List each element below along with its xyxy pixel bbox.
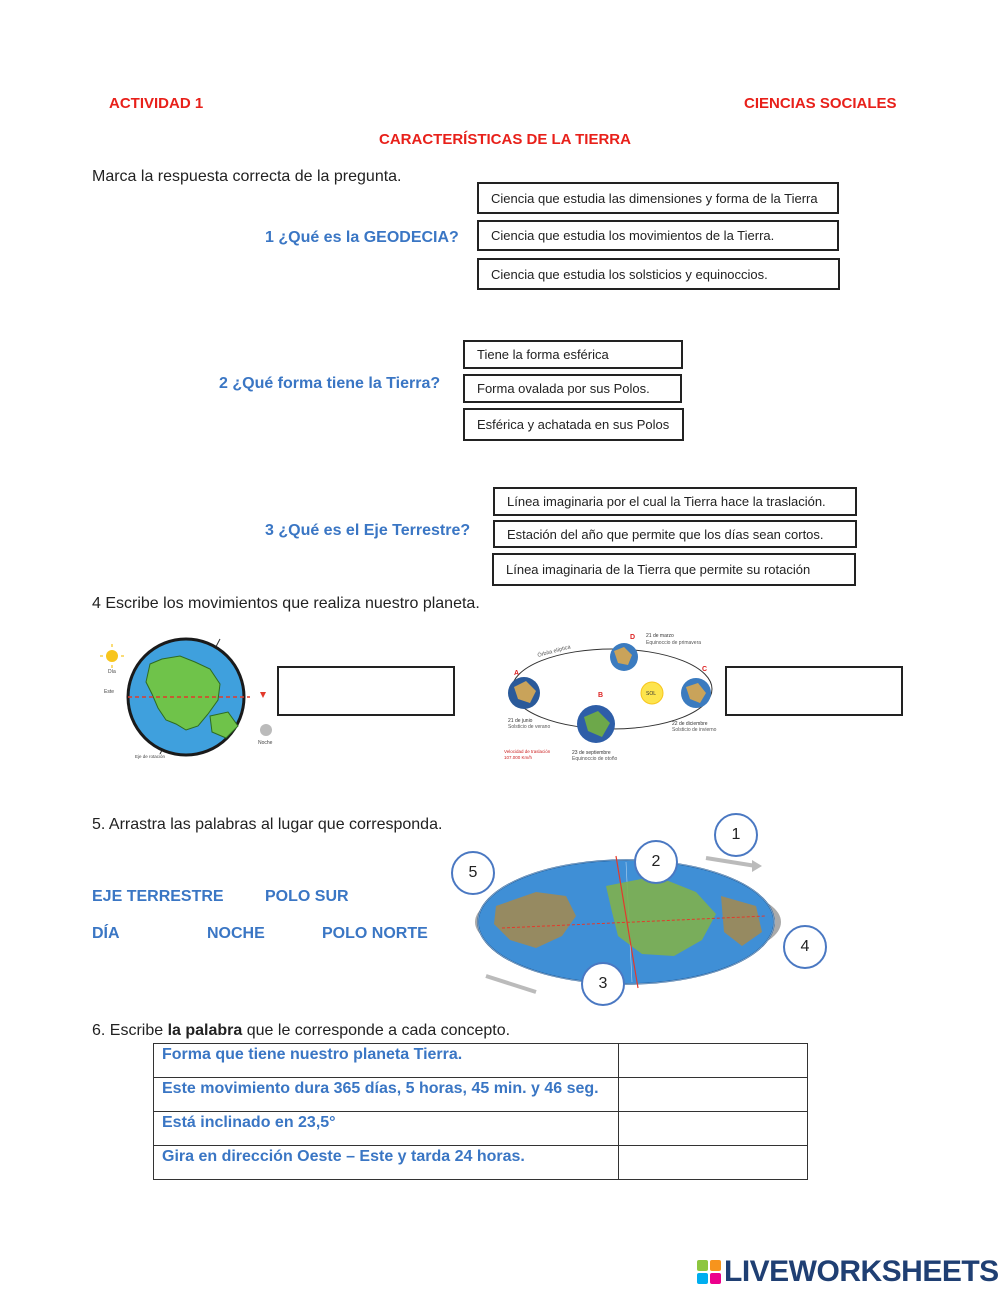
question-2-label: 2 ¿Qué forma tiene la Tierra? (219, 375, 441, 392)
concept-cell: Forma que tiene nuestro planeta Tierra. (154, 1044, 619, 1078)
earth-orbit-image (500, 627, 725, 767)
answer-cell[interactable] (619, 1078, 808, 1112)
q3-option-2[interactable]: Estación del año que permite que los días sean cortos. (493, 520, 857, 548)
c-date: 22 de diciembre (672, 721, 708, 727)
drag-word-eje-terrestre[interactable]: EJE TERRESTRE (92, 888, 224, 905)
q1-option-1[interactable]: Ciencia que estudia las dimensiones y forma de la Tierra (477, 182, 839, 214)
drag-word-dia[interactable]: DÍA (92, 925, 120, 942)
flat-earth-image (466, 836, 786, 1006)
question-3-label: 3 ¿Qué es el Eje Terrestre? (265, 522, 471, 539)
q1-option-2[interactable]: Ciencia que estudia los movimientos de la Tierra. (477, 220, 839, 251)
concept-cell: Este movimiento dura 365 días, 5 horas, 45 min. y 46 seg. (154, 1078, 619, 1112)
q6-text-post: que le corresponde a cada concepto. (242, 1022, 511, 1039)
letter-c: C (702, 666, 708, 673)
arrow-icon (260, 692, 266, 698)
ring-arrow-top (706, 858, 756, 866)
moon-icon (260, 724, 272, 736)
answer-cell[interactable] (619, 1112, 808, 1146)
answer-cell[interactable] (619, 1146, 808, 1180)
table-row (154, 1112, 808, 1146)
c-desc: Solsticio de invierno (672, 727, 717, 733)
a-desc: Solsticio de verano (508, 724, 551, 730)
night-label: Noche (258, 740, 273, 746)
b-desc: Equinoccio de otoño (572, 756, 618, 762)
drop-target-1[interactable]: 1 (714, 813, 758, 857)
drag-word-noche[interactable]: NOCHE (207, 925, 265, 942)
translation-answer-box[interactable] (725, 666, 903, 716)
q2-option-3[interactable]: Esférica y achatada en sus Polos (463, 408, 684, 441)
sun-label: SOL (646, 691, 657, 697)
question-5-text: 5. Arrastra las palabras al lugar que corresponda. (92, 816, 443, 833)
letter-d: D (630, 634, 636, 641)
east-label: Este (104, 689, 115, 695)
question-6-text (92, 1022, 510, 1040)
letter-b: B (598, 692, 604, 699)
sun-icon (106, 650, 118, 662)
instruction-text: Marca la respuesta correcta de la pregunta. (92, 168, 402, 185)
day-label: Día (108, 669, 116, 675)
page-title: CARACTERÍSTICAS DE LA TIERRA (379, 131, 631, 148)
speed-label-1: Velocidad de traslación (504, 749, 551, 754)
q3-option-1[interactable]: Línea imaginaria por el cual la Tierra hace la traslación. (493, 487, 857, 516)
d-date: 21 de marzo (646, 633, 674, 639)
activity-label: ACTIVIDAD 1 (109, 95, 204, 112)
drag-word-polo-sur[interactable]: POLO SUR (265, 888, 349, 905)
liveworksheets-logo (697, 1255, 999, 1289)
drop-target-5[interactable]: 5 (451, 851, 495, 895)
answer-cell[interactable] (619, 1044, 808, 1078)
drop-target-2[interactable]: 2 (634, 840, 678, 884)
drop-target-3[interactable]: 3 (581, 962, 625, 1006)
rotation-answer-box[interactable] (277, 666, 455, 716)
subject-label: CIENCIAS SOCIALES (744, 95, 897, 112)
earth-rotation-image (100, 634, 280, 764)
ring-arrow-bottom (486, 976, 536, 992)
a-date: 21 de junio (508, 718, 533, 724)
orbit-label: Órbita elíptica (536, 644, 572, 659)
concept-cell: Gira en dirección Oeste – Este y tarda 24 horas. (154, 1146, 619, 1180)
q6-text-bold: la palabra (167, 1022, 243, 1039)
ring-arrowhead-icon (752, 860, 762, 872)
table-row (154, 1044, 808, 1078)
q3-option-3[interactable]: Línea imaginaria de la Tierra que permite su rotación (492, 553, 856, 586)
logo-icon (697, 1260, 721, 1284)
question-4-text: 4 Escribe los movimientos que realiza nuestro planeta. (92, 595, 480, 612)
concepts-table (153, 1043, 808, 1180)
drop-target-4[interactable]: 4 (783, 925, 827, 969)
speed-label-2: 107.000 Km/h (504, 755, 533, 760)
d-desc: Equinoccio de primavera (646, 640, 702, 646)
q6-text-pre: 6. Escribe (92, 1022, 168, 1039)
q2-option-1[interactable]: Tiene la forma esférica (463, 340, 683, 369)
concept-cell: Está inclinado en 23,5° (154, 1112, 619, 1146)
drag-word-polo-norte[interactable]: POLO NORTE (322, 925, 428, 942)
q2-option-2[interactable]: Forma ovalada por sus Polos. (463, 374, 682, 403)
question-1-label: 1 ¿Qué es la GEODECIA? (265, 229, 459, 246)
letter-a: A (514, 670, 520, 677)
table-row (154, 1078, 808, 1112)
table-row (154, 1146, 808, 1180)
b-date: 23 de septiembre (572, 750, 611, 756)
axis-label: Eje de rotación (135, 754, 166, 759)
q1-option-3[interactable]: Ciencia que estudia los solsticios y equinoccios. (477, 258, 840, 290)
logo-text: LIVEWORKSHEETS (724, 1255, 999, 1288)
